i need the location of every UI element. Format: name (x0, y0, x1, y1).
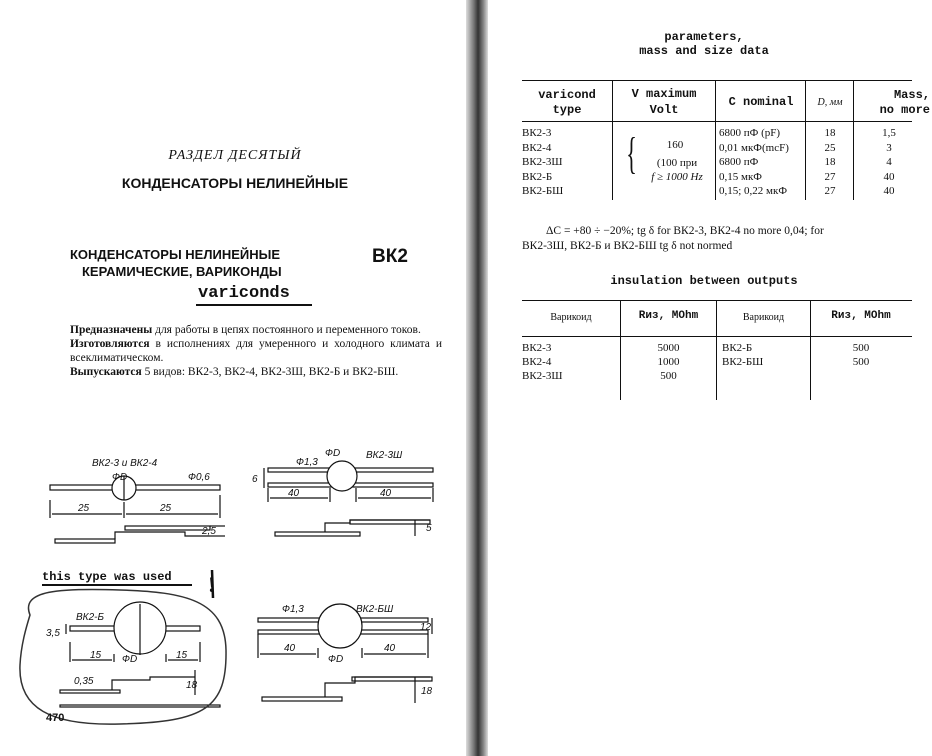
note-line-2: ВК2-3Ш, ВК2-Б и ВК2-БШ tg δ not normed (522, 240, 733, 252)
fig1-t: 2,5 (202, 526, 216, 537)
para-make: Изготовляются в исполнениях для умеренного и холодного климата и всеклиматическом. (70, 338, 443, 364)
handwritten-translation: variconds (198, 284, 290, 303)
fig4-lead: Ф1,3 (282, 604, 304, 615)
fig4-w: 18 (421, 686, 433, 697)
t1-head-capacity: C nominal (728, 95, 794, 109)
fig2-t: 5 (426, 523, 432, 534)
t1-col-diameter: 18 25 18 27 27 (824, 127, 836, 197)
t2-head-c: Варикоид (742, 312, 785, 323)
t1-col-mass: 1,5 3 4 40 40 (882, 127, 896, 197)
note-line-1: ΔC = +80 ÷ −20%; tg δ for ВК2-3, ВК2-4 no more 0,04; for (546, 225, 824, 237)
exclamation-mark: ! (208, 572, 216, 597)
fig4-d2: 40 (384, 643, 396, 654)
voltage-value: 160 (666, 139, 684, 151)
t1-head-voltage: V maximum Volt (631, 87, 697, 117)
fig3-t: 0,35 (74, 676, 94, 687)
t1-col-type: ВК2-3 ВК2-4 ВК2-3Ш ВК2-Б ВК2-БШ (522, 127, 564, 197)
fig4-title: ВК2-БШ (356, 604, 394, 615)
fig4-dia: ФD (328, 654, 344, 665)
fig3-title: ВК2-Б (76, 612, 104, 623)
drawings (0, 440, 470, 756)
brace-icon: { (626, 129, 637, 178)
tolerance-note (522, 224, 922, 254)
fig3-dia: ФD (122, 654, 138, 665)
fig3-d1: 15 (90, 650, 102, 661)
fig2-d2: 40 (380, 488, 392, 499)
heading (70, 246, 282, 280)
t1-head-diameter: D, мм (817, 97, 843, 108)
heading-line-1: КОНДЕНСАТОРЫ НЕЛИНЕЙНЫЕ (70, 247, 281, 262)
fig3-d2: 15 (176, 650, 188, 661)
t2-head-a: Варикоид (550, 312, 592, 323)
fig3-w: 18 (186, 680, 198, 691)
t2-right-types: ВК2-Б ВК2-БШ (722, 342, 764, 368)
fig1-lead: Ф0,6 (188, 472, 210, 483)
right-title (476, 30, 932, 58)
translation-underline (196, 304, 312, 306)
para-kinds: Выпускаются 5 видов: ВК2-3, ВК2-4, ВК2-3Ш, ВК2-Б и ВК2-БШ. (70, 366, 399, 378)
freq-line-1: (100 при (656, 157, 698, 169)
fig2-dia: ФD (325, 448, 341, 459)
fig1-d1: 25 (78, 503, 90, 514)
fig3-h: 3,5 (46, 628, 60, 639)
t2-left-values: 5000 1000 500 (657, 342, 680, 382)
fig1-d2: 25 (160, 503, 172, 514)
fig-vk2-3-4 (50, 476, 225, 543)
t1-head-mass: Mass, no more (879, 88, 930, 117)
fig2-title: ВК2-3Ш (366, 450, 403, 461)
t1-col-capacity: 6800 пФ (pF) 0,01 мкФ(mcF) 6800 пФ 0,15 мкФ 0,15; 0,22 мкФ (719, 127, 789, 197)
t1-voltage-cell (613, 126, 715, 198)
fig2-lead: Ф1,3 (296, 457, 318, 468)
fig4-d1: 40 (284, 643, 296, 654)
t2-head-b: Rиз, MOhm (638, 310, 699, 322)
t2-right-values: 500 500 (852, 342, 870, 368)
fig2-d1: 40 (288, 488, 300, 499)
t2-head-d: Rиз, MOhm (831, 310, 891, 322)
heading-line-2: КЕРАМИЧЕСКИЕ, ВАРИКОНДЫ (82, 264, 282, 279)
description (70, 323, 442, 379)
fig4-h: 12 (420, 622, 432, 633)
title-line-1: parameters, (664, 30, 744, 44)
fig1-dia: ФD (112, 472, 128, 483)
freq-line-2: f ≥ 1000 Hz (651, 171, 703, 183)
note-underline (42, 584, 192, 586)
t2-left-types: ВК2-3 ВК2-4 ВК2-3Ш (522, 342, 563, 382)
type-code: ВК2 (372, 246, 408, 267)
para-purpose: Предназначены для работы в цепях постоянного и переменного токов. (70, 324, 421, 336)
insulation-title: insulation between outputs (610, 274, 798, 288)
handwritten-note: this type was used (42, 570, 172, 584)
title-line-2: mass and size data (639, 44, 769, 58)
section-title: РАЗДЕЛ ДЕСЯТЫЙ (168, 148, 302, 163)
page-number: 470 (46, 712, 65, 724)
fig2-h: 6 (252, 474, 258, 485)
fig1-title: ВК2-3 и ВК2-4 (92, 458, 158, 469)
right-page (476, 0, 932, 756)
t1-head-type: varicond type (538, 88, 596, 117)
chapter-title: КОНДЕНСАТОРЫ НЕЛИНЕЙНЫЕ (121, 175, 349, 191)
